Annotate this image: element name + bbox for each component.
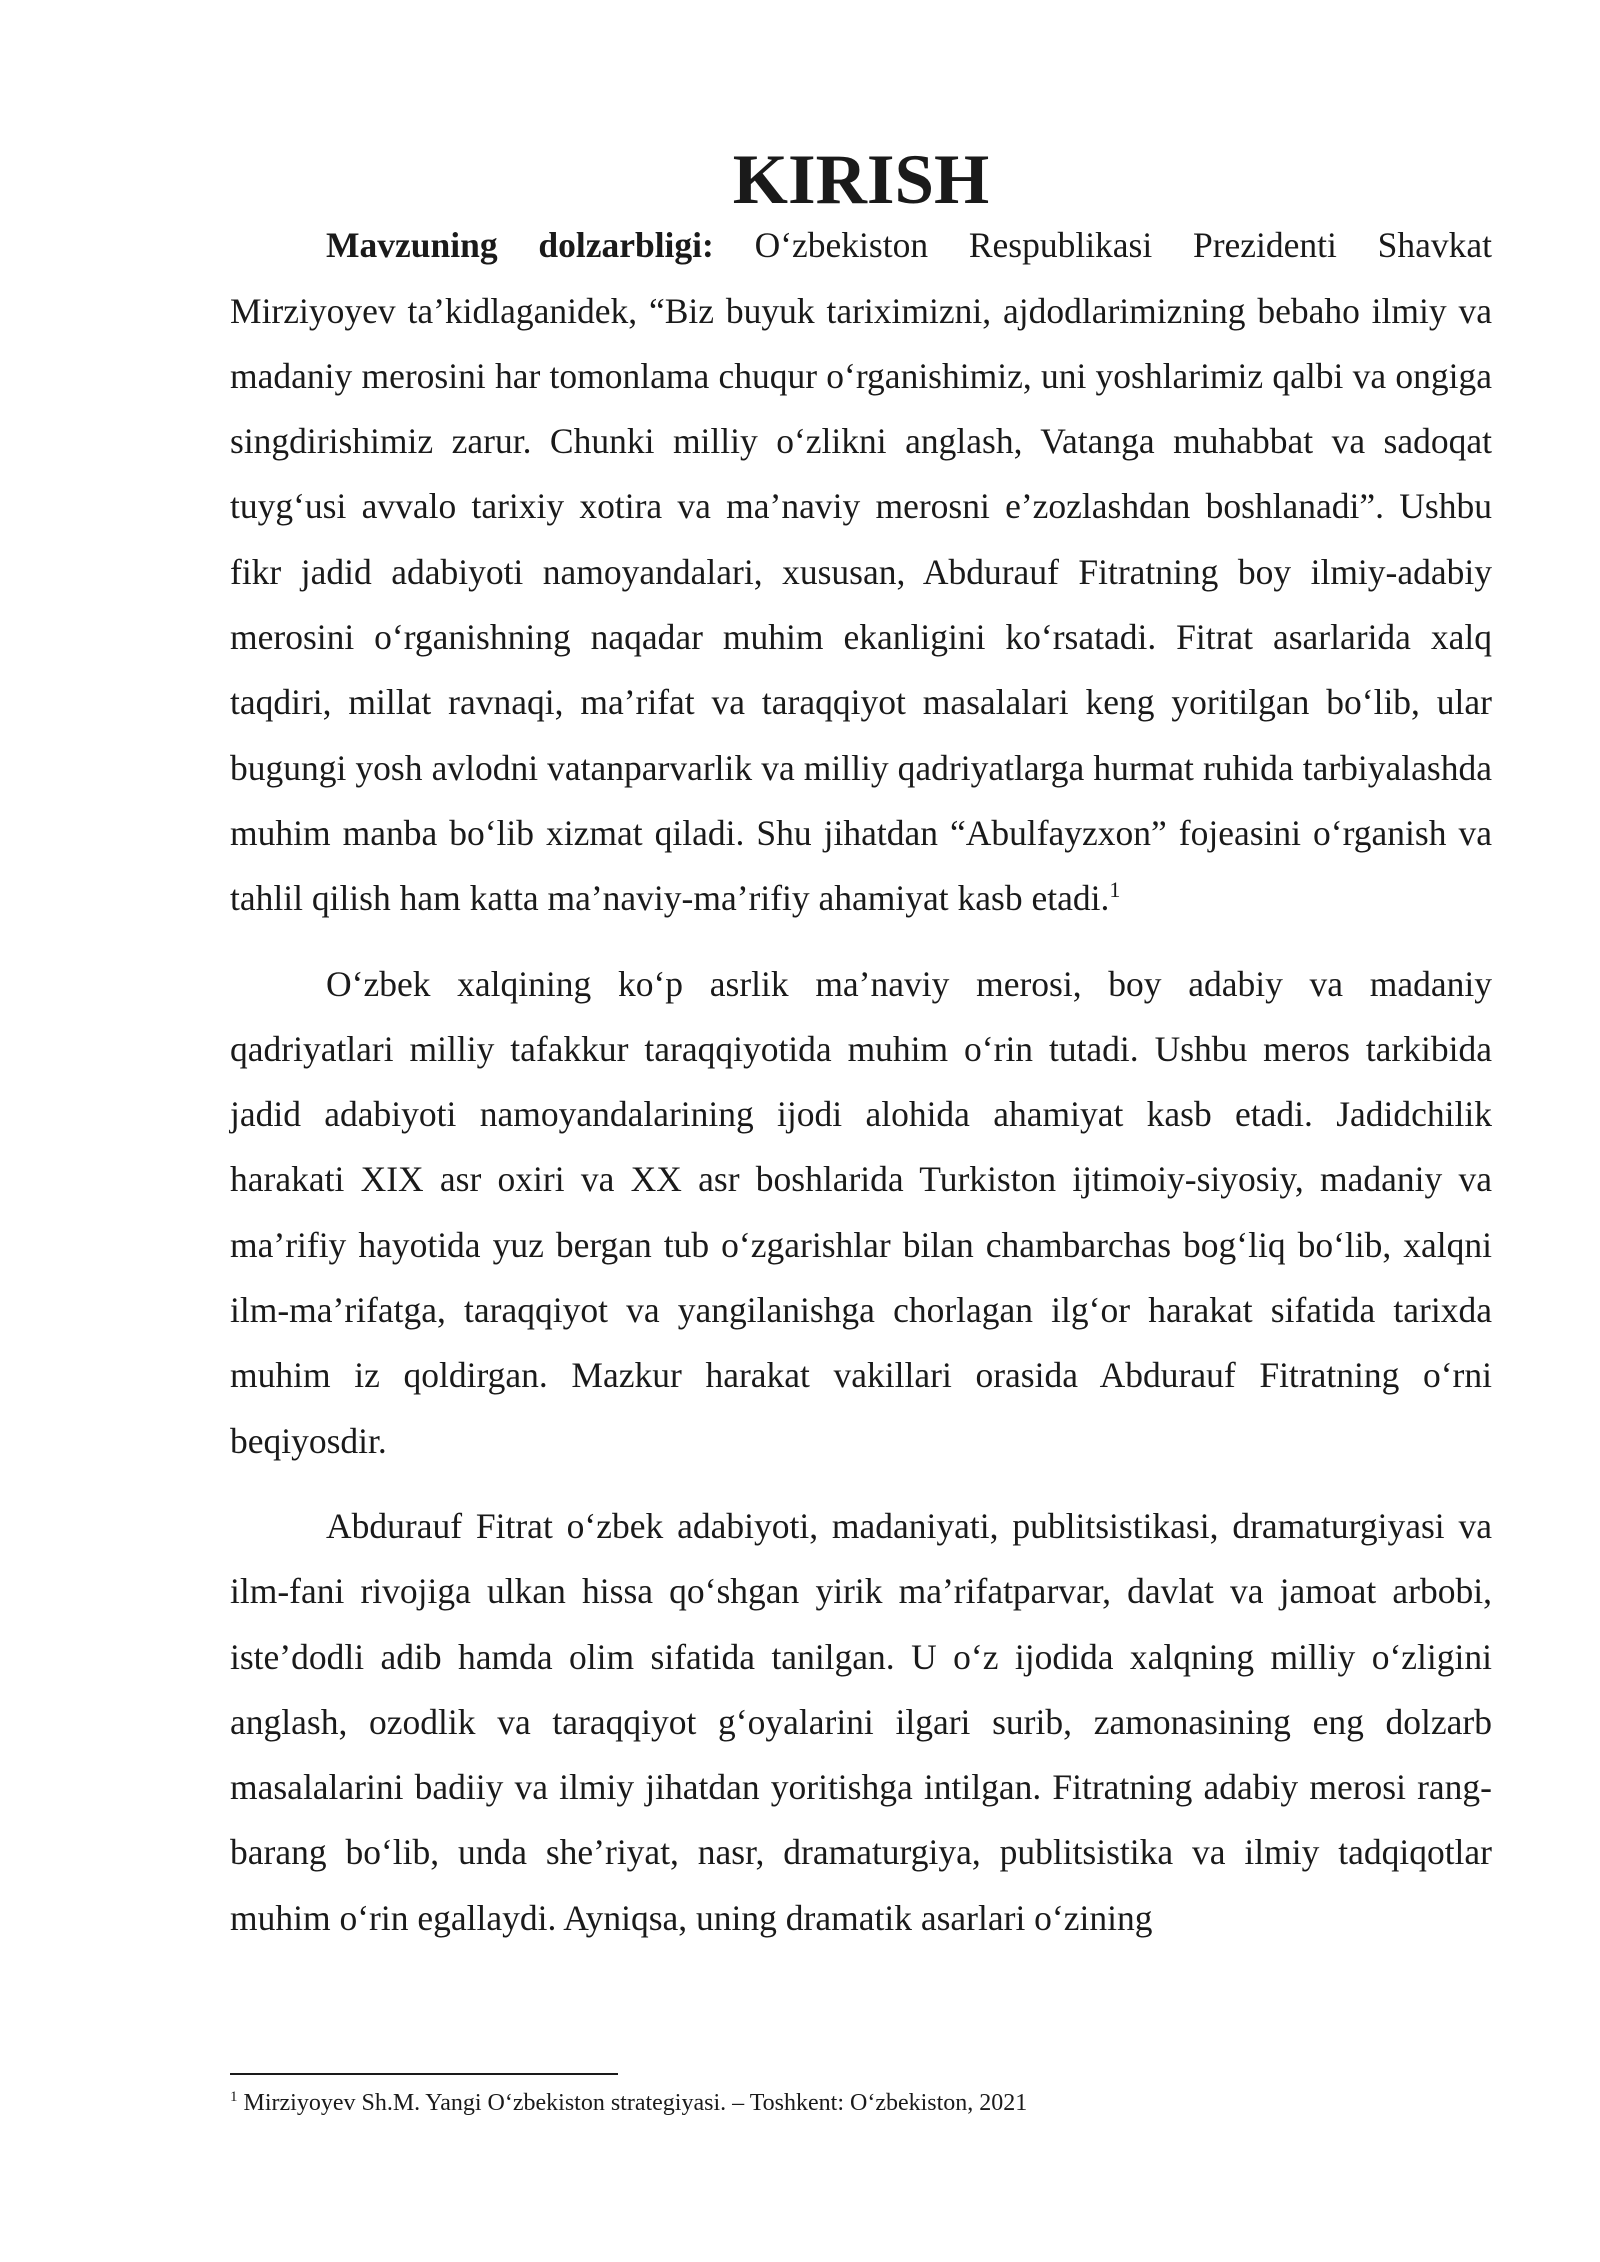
paragraph-fitrat	[230, 1494, 1492, 1951]
paragraph-text: O‘zbekiston Respublikasi Prezidenti Shavkat Mirziyoyev ta’kidlaganidek, “Biz buyuk tariximizni, ajdodlarimizning bebaho ilmiy va madaniy merosini har tomonlama chuqur o‘rganishimiz, uni yoshlarimiz qalbi va ongiga singdirishimiz zarur. Chunki milliy o‘zlikni anglash, Vatanga muhabbat va sadoqat tuyg‘usi avvalo tarixiy xotira va ma’naviy merosni e’zozlashdan boshlanadi”. Ushbu fikr jadid adabiyoti namoyandalari, xususan, Abdurauf Fitratning boy ilmiy-adabiy merosini o‘rganishning naqadar muhim ekanligini ko‘rsatadi. Fitrat asarlarida xalq taqdiri, millat ravnaqi, ma’rifat va taraqqiyot masalalari keng yoritilgan bo‘lib, ular bugungi yosh avlodni vatanparvarlik va milliy qadriyatlarga hurmat ruhida tarbiyalashda muhim manba bo‘lib xizmat qiladi. Shu jihatdan “Abulfayzxon” fojeasini o‘rganish va tahlil qilish ham katta ma’naviy-ma’rifiy ahamiyat kasb etadi.	[230, 225, 1492, 919]
document-body	[230, 141, 1492, 1951]
paragraph-heritage	[230, 952, 1492, 1474]
paragraph-text: O‘zbek xalqining ko‘p asrlik ma’naviy merosi, boy adabiy va madaniy qadriyatlari milliy tafakkur taraqqiyotida muhim o‘rin tutadi. Ushbu meros tarkibida jadid adabiyoti namoyandalarining ijodi alohida ahamiyat kasb etadi. Jadidchilik harakati XIX asr oxiri va XX asr boshlarida Turkiston ijtimoiy-siyosiy, madaniy va ma’rifiy hayotida yuz bergan tub o‘zgarishlar bilan chambarchas bog‘liq bo‘lib, xalqni ilm-ma’rifatga, taraqqiyot va yangilanishga chorlagan ilg‘or harakat sifatida tarixda muhim iz qoldirgan. Mazkur harakat vakillari orasida Abdurauf Fitratning o‘rni beqiyosdir.	[230, 963, 1492, 1461]
footnote-reference[interactable]: 1	[1109, 877, 1121, 903]
footnote	[230, 2086, 1492, 2120]
page-title: KIRISH	[732, 141, 990, 219]
paragraph-relevance	[230, 213, 1492, 931]
footnote-number: 1	[230, 2089, 238, 2105]
footnote-text: Mirziyoyev Sh.M. Yangi O‘zbekiston strategiyasi. – Toshkent: O‘zbekiston, 2021	[243, 2090, 1028, 2116]
paragraph-lead: Mavzuning dolzarbligi:	[326, 225, 714, 266]
footnote-separator	[230, 2073, 618, 2075]
paragraph-text: Abdurauf Fitrat o‘zbek adabiyoti, madaniyati, publitsistikasi, dramaturgiyasi va ilm-fani rivojiga ulkan hissa qo‘shgan yirik ma’rifatparvar, davlat va jamoat arbobi, iste’dodli adib hamda olim sifatida tanilgan. U o‘z ijodida xalqning milliy o‘zligini anglash, ozodlik va taraqqiyot g‘oyalarini ilgari surib, zamonasining eng dolzarb masalalarini badiiy va ilmiy jihatdan yoritishga intilgan. Fitratning adabiy merosi rang-barang bo‘lib, unda she’riyat, nasr, dramaturgiya, publitsistika va ilmiy tadqiqotlar muhim o‘rin egallaydi. Ayniqsa, uning dramatik asarlari o‘zining	[230, 1505, 1492, 1938]
